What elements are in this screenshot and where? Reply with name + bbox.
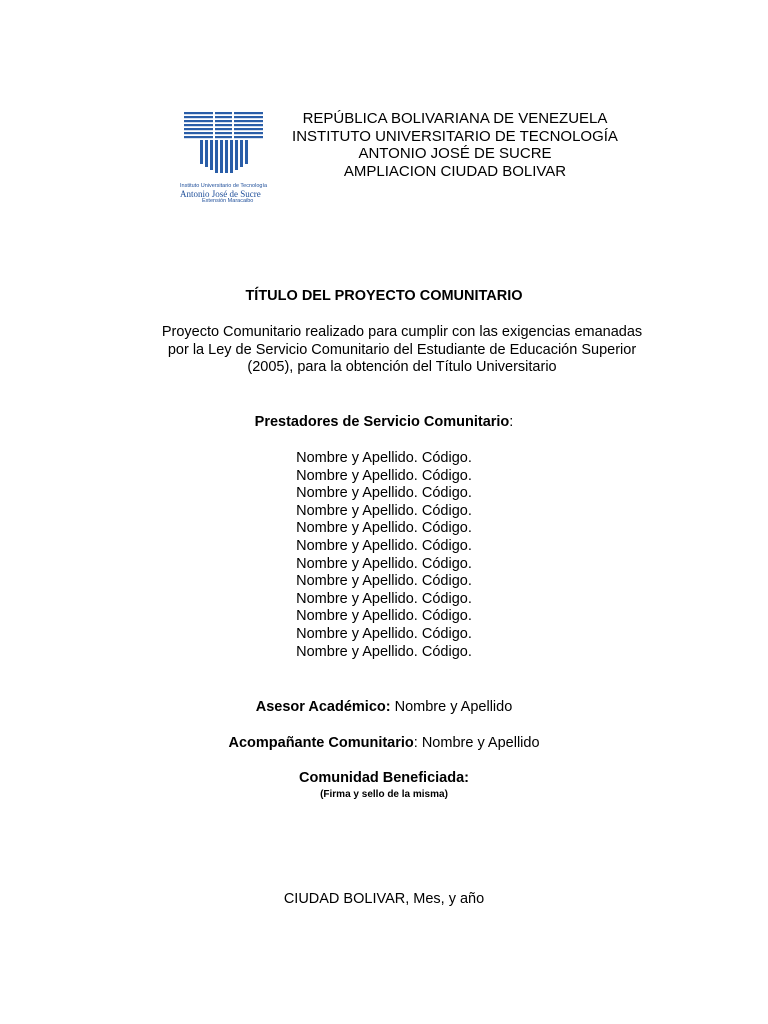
institution-header [250, 110, 660, 180]
asesor-label: Asesor Académico: [255, 699, 391, 715]
asesor-value: Nombre y Apellido [390, 699, 513, 715]
logo-caption-line3: Extensión Maracaibo [202, 198, 254, 205]
header-line-institute: INSTITUTO UNIVERSITARIO DE TECNOLOGÍA [292, 127, 618, 145]
description-line: (2005), para la obtención del Título Universitario [247, 359, 557, 375]
project-description [134, 324, 670, 377]
list-item: Nombre y Apellido. Código. [296, 555, 472, 572]
asesor-line [0, 699, 768, 717]
list-item: Nombre y Apellido. Código. [296, 643, 472, 660]
logo-caption-line2: Antonio José de Sucre [180, 188, 261, 199]
acompanante-label: Acompañante Comunitario [228, 735, 414, 751]
header-line-name: ANTONIO JOSÉ DE SUCRE [358, 145, 552, 162]
header-line-extension: AMPLIACION CIUDAD BOLIVAR [343, 162, 567, 180]
list-item: Nombre y Apellido. Código. [296, 625, 472, 642]
list-item: Nombre y Apellido. Código. [296, 485, 472, 502]
project-title: TÍTULO DEL PROYECTO COMUNITARIO [245, 288, 523, 304]
list-item: Nombre y Apellido. Código. [296, 537, 472, 554]
list-item: Nombre y Apellido. Código. [296, 450, 472, 466]
list-item: Nombre y Apellido. Código. [296, 573, 472, 590]
logo-caption [180, 184, 280, 205]
list-item: Nombre y Apellido. Código. [296, 467, 472, 484]
acompanante-line [0, 735, 768, 753]
list-item: Nombre y Apellido. Código. [296, 608, 472, 625]
prestadores-colon: : [509, 414, 514, 430]
list-item: Nombre y Apellido. Código. [296, 502, 472, 519]
header-line-country: REPÚBLICA BOLIVARIANA DE VENEZUELA [302, 110, 608, 127]
description-line: por la Ley de Servicio Comunitario del Estudiante de Educación Superior [167, 341, 637, 358]
list-item: Nombre y Apellido. Código. [296, 520, 472, 537]
city-date: CIUDAD BOLIVAR, Mes, y año [283, 891, 485, 907]
description-line: Proyecto Comunitario realizado para cumplir con las exigencias emanadas [161, 324, 643, 340]
logo-caption-line1: Instituto Universitario de Tecnología [180, 183, 268, 189]
prestadores-heading [0, 414, 768, 432]
members-list [0, 450, 768, 661]
acompanante-value: : Nombre y Apellido [413, 735, 540, 751]
list-item: Nombre y Apellido. Código. [296, 590, 472, 607]
comunidad-label: Comunidad Beneficiada: [299, 770, 469, 786]
comunidad-note: (Firma y sello de la misma) [320, 789, 448, 800]
prestadores-label: Prestadores de Servicio Comunitario [254, 414, 510, 430]
